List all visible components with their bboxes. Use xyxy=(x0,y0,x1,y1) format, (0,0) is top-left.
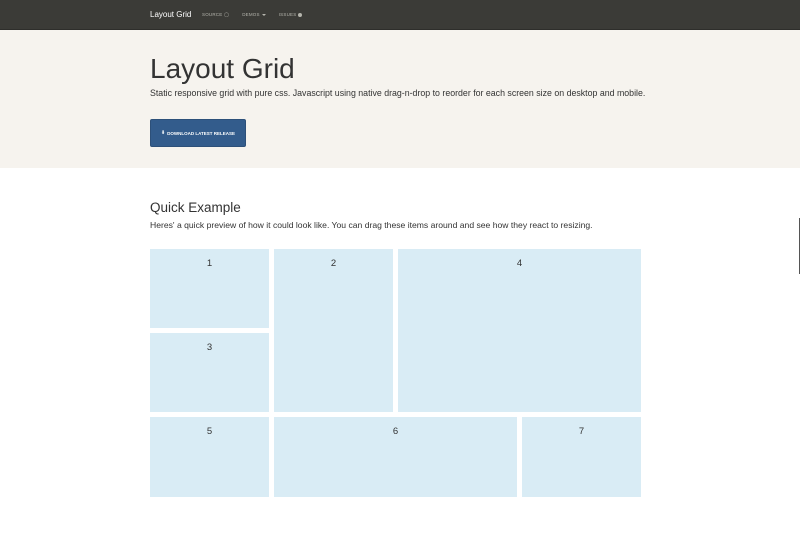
section-title: Quick Example xyxy=(150,200,241,215)
download-icon: ⬇ xyxy=(160,130,166,136)
brand-link[interactable]: Layout Grid xyxy=(150,10,192,19)
github-icon: ◯ xyxy=(223,11,230,17)
download-button[interactable] xyxy=(150,119,246,147)
nav-link-issues[interactable] xyxy=(279,12,303,17)
section-description: Heres' a quick preview of how it could look like. You can drag these items around and see how they react to resizing. xyxy=(150,220,593,230)
nav-link-issues-label: ISSUES xyxy=(278,12,297,17)
grid-item-5[interactable]: 5 xyxy=(150,417,269,497)
page-title: Layout Grid xyxy=(150,53,295,84)
grid-item-3[interactable]: 3 xyxy=(150,333,269,412)
navbar xyxy=(0,0,800,30)
nav-links xyxy=(202,0,315,29)
info-circle-icon xyxy=(298,13,302,17)
nav-link-source[interactable] xyxy=(202,12,229,18)
hero-section xyxy=(0,30,800,168)
download-button-label: DOWNLOAD LATEST RELEASE xyxy=(167,130,236,136)
nav-link-demos[interactable] xyxy=(242,12,266,17)
grid-item-2[interactable]: 2 xyxy=(274,249,393,412)
grid-item-1[interactable]: 1 xyxy=(150,249,269,328)
grid-item-7[interactable]: 7 xyxy=(522,417,641,497)
nav-link-demos-label: DEMOS xyxy=(242,12,260,17)
caret-down-icon xyxy=(262,14,266,16)
grid-item-6[interactable]: 6 xyxy=(274,417,517,497)
grid-item-4[interactable]: 4 xyxy=(398,249,641,412)
hero-description: Static responsive grid with pure css. Javascript using native drag-n-drop to reorder for each screen size on desktop and mobile. xyxy=(150,88,646,98)
nav-link-source-label: SOURCE xyxy=(202,12,223,17)
